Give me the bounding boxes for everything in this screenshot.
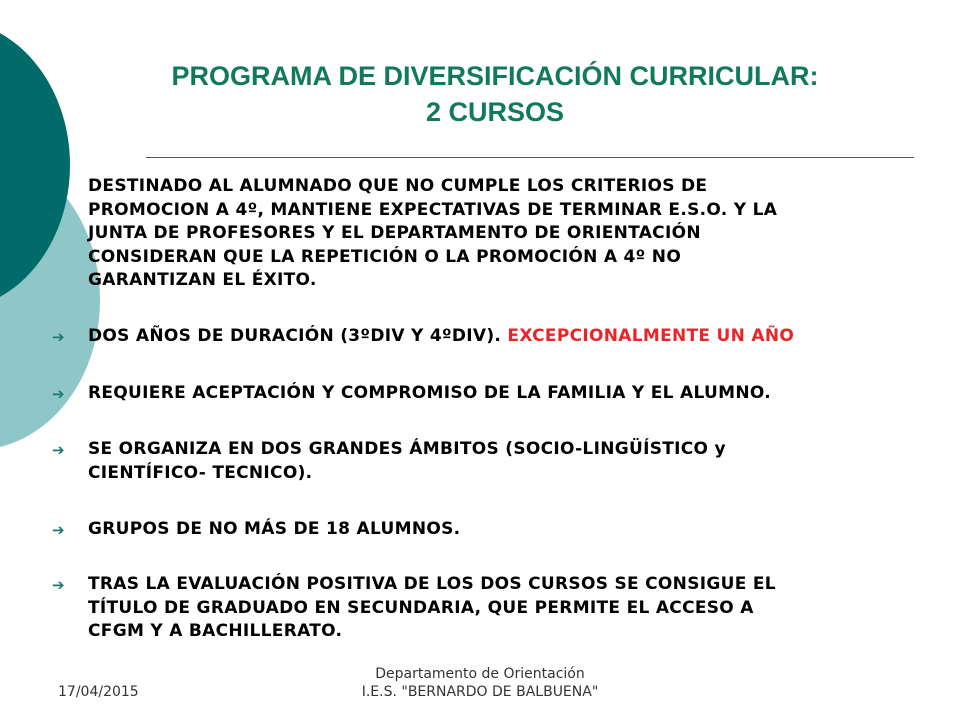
footer-date: 17/04/2015 [58, 684, 139, 700]
bullet-evaluation [52, 573, 958, 644]
bullet-duration [52, 325, 958, 349]
bullet-areas [52, 438, 958, 485]
intro-paragraph [88, 175, 958, 293]
bullet-evaluation-line: TRAS LA EVALUACIÓN POSITIVA DE LOS DOS CURSOS SE CONSIGUE EL [88, 574, 776, 594]
bullet-duration-highlight: EXCEPCIONALMENTE UN AÑO [507, 326, 795, 346]
bullet-evaluation-line: TÍTULO DE GRADUADO EN SECUNDARIA, QUE PERMITE EL ACCESO A [88, 597, 754, 618]
bullet-duration-text: DOS AÑOS DE DURACIÓN (3ºDIV Y 4ºDIV). [88, 326, 502, 346]
bullet-group-size-text: GRUPOS DE NO MÁS DE 18 ALUMNOS. [88, 519, 461, 539]
intro-line: DESTINADO AL ALUMNADO QUE NO CUMPLE LOS CRITERIOS DE [88, 176, 708, 196]
bullet-evaluation-line: CFGM Y A BACHILLERATO. [88, 621, 343, 641]
arrow-right-icon: ➔ [52, 328, 65, 346]
intro-line: PROMOCION A 4º, MANTIENE EXPECTATIVAS DE TERMINAR E.S.O. Y LA [88, 199, 778, 220]
bullet-acceptance-text: REQUIERE ACEPTACIÓN Y COMPROMISO DE LA FAMILIA Y EL ALUMNO. [88, 383, 771, 403]
footer-institution [290, 665, 670, 701]
arrow-right-icon: ➔ [52, 385, 65, 403]
bullet-areas-line: SE ORGANIZA EN DOS GRANDES ÁMBITOS (SOCIO-LINGÜÍSTICO y [88, 439, 726, 459]
intro-line: CONSIDERAN QUE LA REPETICIÓN O LA PROMOCIÓN A 4º NO [88, 246, 682, 267]
slide-title-line-1: PROGRAMA DE DIVERSIFICACIÓN CURRICULAR: [171, 61, 819, 91]
intro-line: JUNTA DE PROFESORES Y EL DEPARTAMENTO DE ORIENTACIÓN [88, 223, 701, 243]
arrow-right-icon: ➔ [52, 521, 65, 539]
arrow-right-icon: ➔ [52, 576, 65, 594]
bullet-acceptance [52, 382, 958, 406]
footer-department: Departamento de Orientación [375, 666, 585, 682]
arrow-right-icon: ➔ [52, 441, 65, 459]
bullet-areas-line: CIENTÍFICO- TECNICO). [88, 462, 313, 483]
intro-line: GARANTIZAN EL ÉXITO. [88, 270, 317, 290]
footer-school: I.E.S. "BERNARDO DE BALBUENA" [361, 684, 599, 700]
bullet-group-size [52, 518, 958, 542]
slide-title-line-2: 2 CURSOS [425, 97, 565, 127]
